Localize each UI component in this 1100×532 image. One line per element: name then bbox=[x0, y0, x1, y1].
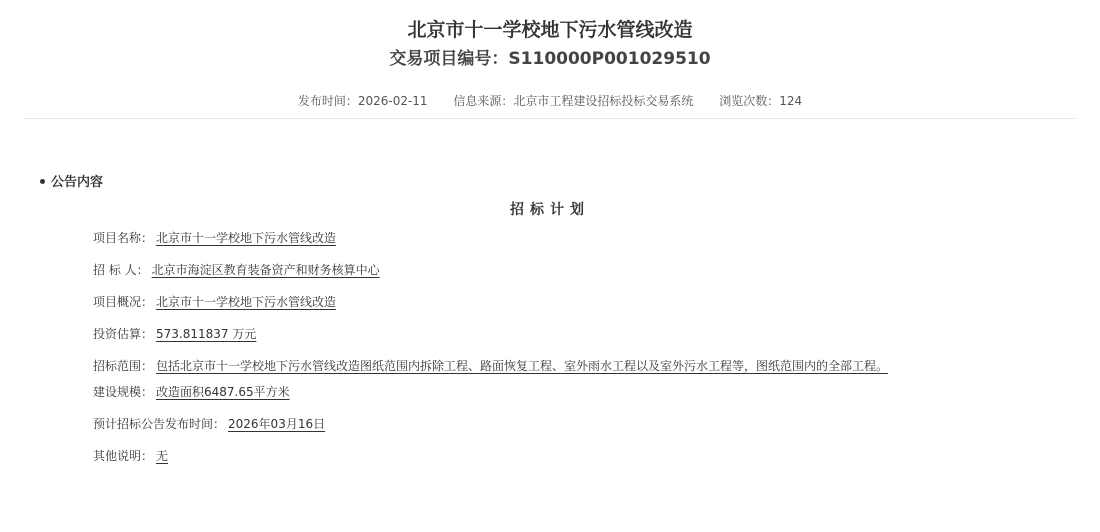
field-value: 北京市海淀区教育装备资产和财务核算中心 bbox=[151, 263, 380, 277]
field-label: 投资估算： bbox=[93, 327, 154, 341]
field-value: 包括北京市十一学校地下污水管线改造图纸范围内拆除工程、路面恢复工程、室外雨水工程以及室外污水工程等，图纸范围内的全部工程。 bbox=[156, 359, 889, 373]
project-code bbox=[0, 46, 1100, 72]
document-title: 招标计划 bbox=[510, 202, 590, 218]
info-source bbox=[453, 94, 693, 108]
field-label: 项目名称： bbox=[93, 231, 154, 245]
field-row-scope bbox=[93, 350, 985, 383]
field-label: 项目概况： bbox=[93, 295, 154, 309]
announcement-header bbox=[0, 0, 1100, 110]
plan-fields bbox=[93, 228, 993, 478]
page-title: 北京市十一学校地下污水管线改造 bbox=[407, 19, 693, 41]
field-label: 建设规模： bbox=[93, 385, 154, 399]
section-heading-label: 公告内容 bbox=[51, 175, 104, 190]
publish-time-label: 发布时间： bbox=[297, 94, 358, 108]
project-code-value: S110000P001029510 bbox=[508, 49, 711, 69]
publish-time bbox=[298, 94, 428, 108]
field-label: 其他说明： bbox=[93, 449, 154, 463]
info-source-label: 信息来源： bbox=[453, 94, 514, 108]
field-value: 北京市十一学校地下污水管线改造 bbox=[156, 295, 337, 309]
bullet-icon bbox=[40, 179, 45, 184]
meta-bar bbox=[0, 92, 1100, 110]
project-code-label: 交易项目编号： bbox=[389, 49, 509, 69]
section-heading bbox=[40, 171, 103, 190]
field-value: 改造面积6487.65平方米 bbox=[156, 385, 290, 399]
field-label: 预计招标公告发布时间： bbox=[93, 417, 226, 431]
field-value: 北京市十一学校地下污水管线改造 bbox=[156, 231, 337, 245]
view-count-label: 浏览次数： bbox=[719, 94, 780, 108]
publish-time-value: 2026-02-11 bbox=[357, 94, 428, 108]
field-value: 无 bbox=[156, 449, 169, 463]
field-row-tenderer bbox=[93, 260, 993, 292]
field-label: 招标范围： bbox=[93, 359, 154, 373]
field-row-publish-date bbox=[93, 414, 993, 446]
field-value: 573.811837 万元 bbox=[156, 327, 257, 341]
header-divider bbox=[24, 118, 1076, 119]
view-count-value: 124 bbox=[779, 94, 803, 108]
field-row-project-name bbox=[93, 228, 993, 260]
field-row-overview bbox=[93, 292, 993, 324]
field-label: 招 标 人： bbox=[93, 263, 149, 277]
view-count bbox=[719, 94, 802, 108]
field-row-scale bbox=[93, 382, 993, 414]
field-value: 2026年03月16日 bbox=[228, 417, 326, 431]
field-row-other bbox=[93, 446, 993, 478]
info-source-value: 北京市工程建设招标投标交易系统 bbox=[513, 94, 694, 108]
